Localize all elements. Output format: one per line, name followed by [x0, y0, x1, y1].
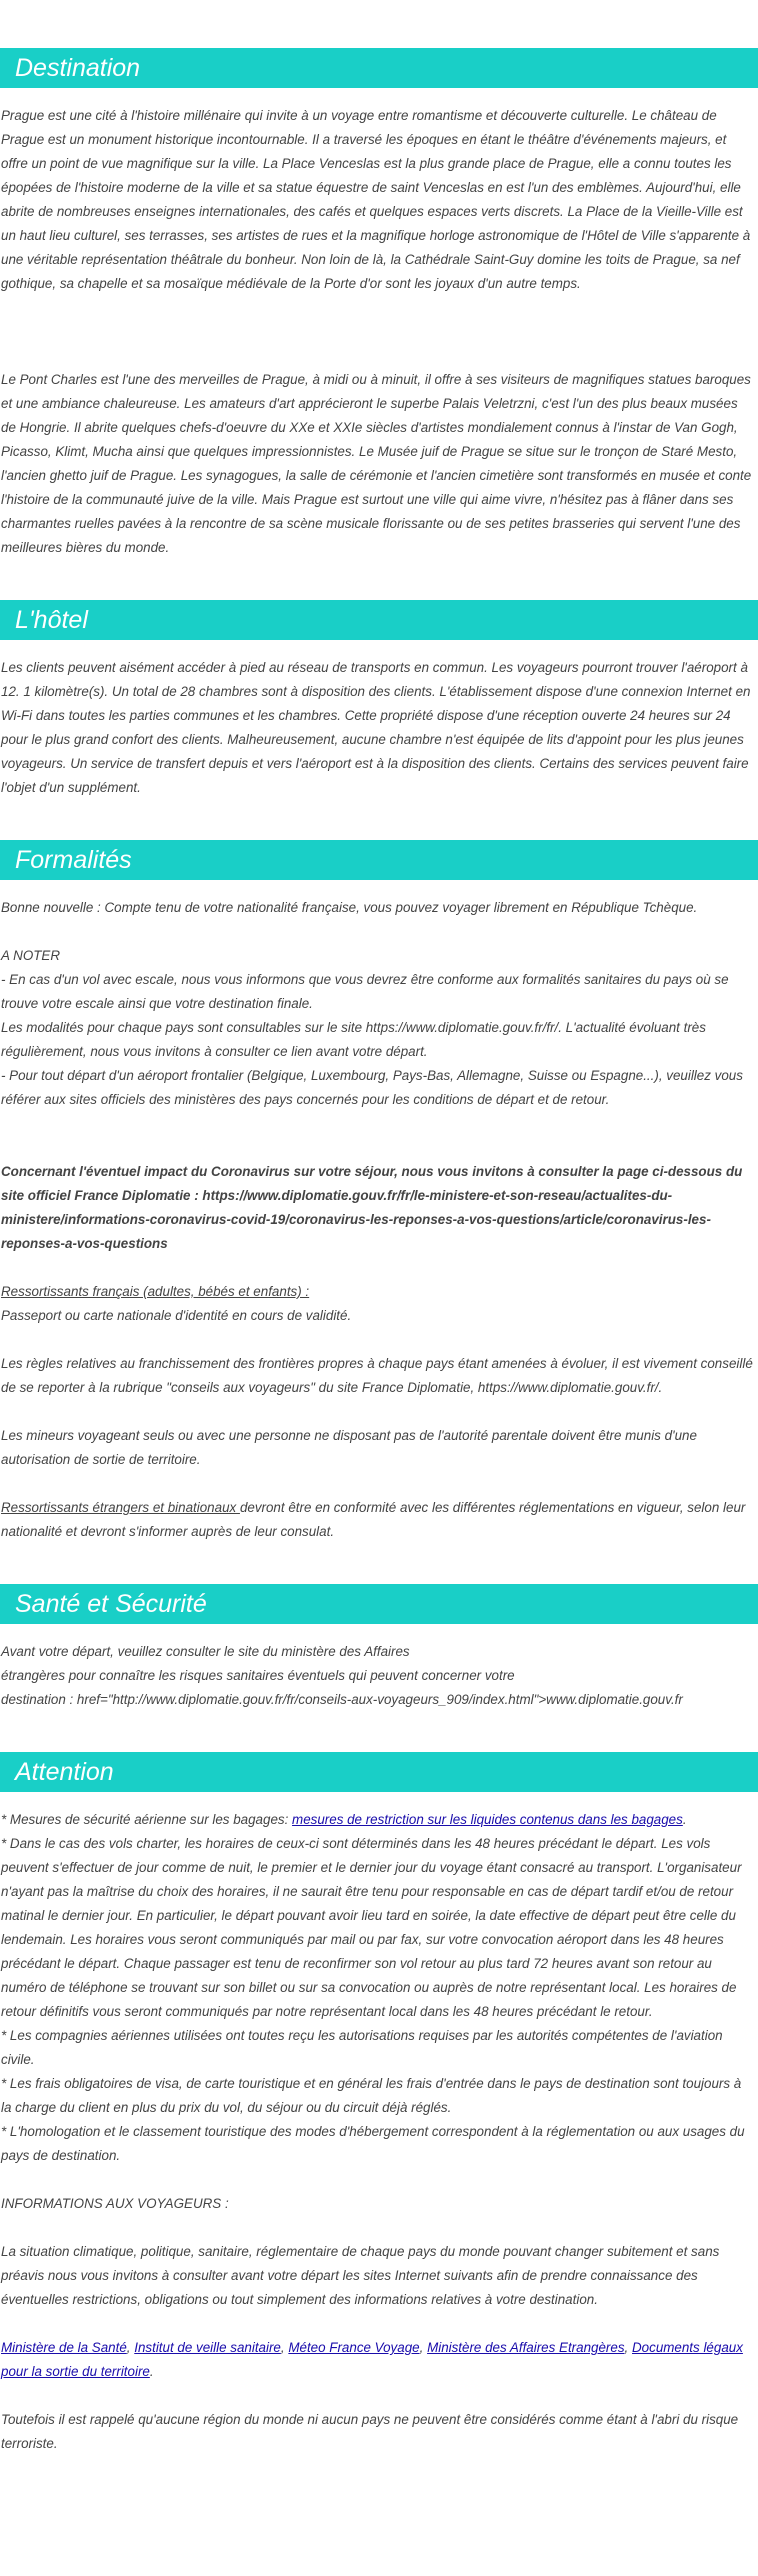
- passeport-text: Passeport ou carte nationale d'identité en cours de validité.: [1, 1308, 352, 1323]
- covid-notice: Concernant l'éventuel impact du Coronavirus sur votre séjour, nous vous invitons à consulter la page ci-dessous du site officiel France Diplomatie : https://www.diplomatie.gouv.fr/fr/le-ministere-et-son-reseau/actualites-du-ministere/informations-coronavirus-covid-19/coronavirus-les-reponses-a-vos-questions/article/coronavirus-les-reponses-a-vos-questions: [1, 1164, 743, 1251]
- bonne-nouvelle: Bonne nouvelle : Compte tenu de votre nationalité française, vous pouvez voyager librement en République Tchèque.: [1, 900, 698, 915]
- hotel-section: [0, 600, 758, 800]
- situation-text: La situation climatique, politique, sanitaire, réglementaire de chaque pays du monde pouvant changer subitement et sans préavis nous vous invitons à consulter avant votre départ les sites Internet suivants afin de prendre connaissance des éventuelles restrictions, obligations ou tout simplement des informations relatives à votre destination.: [1, 2244, 720, 2307]
- destination-title: Destination: [0, 48, 758, 88]
- formalites-section: [0, 840, 758, 1544]
- link-separator: ,: [280, 2340, 289, 2355]
- a-noter-heading: A NOTER: [1, 948, 61, 963]
- link-institut-veille-sanitaire[interactable]: Institut de veille sanitaire: [134, 2340, 281, 2355]
- homologation-text: * L'homologation et le classement touristique des modes d'hébergement correspondent à la réglementation ou aux usages du pays de destination.: [1, 2124, 745, 2163]
- destination-paragraph-2: Le Pont Charles est l'une des merveilles de Prague, à midi ou à minuit, il offre à ses visiteurs de magnifiques statues baroques et une ambiance chaleureuse. Les amateurs d'art apprécieront le superbe Palais Veletrzni, c'est l'un des plus beaux musées de Hongrie. Il abrite quelques chefs-d'oeuvre du XXe et XXIe siècles d'artistes mondialement connus à l'instar de Van Gogh, Picasso, Klimt, Mucha ainsi que quelques impressionnistes. Le Musée juif de Prague se situe sur le tronçon de Staré Mesto, l'ancien ghetto juif de Prague. Les synagogues, la salle de cérémonie et l'ancien cimetière sont transformés en musée et conte l'histoire de la communauté juive de la ville. Mais Prague est surtout une ville qui aime vivre, n'hésitez pas à flâner dans ses charmantes ruelles pavées à la rencontre de sa scène musicale florissante ou de ses petites brasseries qui servent l'une des meilleures bières du monde.: [1, 372, 752, 555]
- sante-title: Santé et Sécurité: [0, 1584, 758, 1624]
- sante-section: [0, 1584, 758, 1712]
- ressortissants-francais-heading: Ressortissants français (adultes, bébés et enfants) :: [1, 1284, 310, 1299]
- link-separator: ,: [624, 2340, 632, 2355]
- terrorisme-text: Toutefois il est rappelé qu'aucune région du monde ni aucun pays ne peuvent être considérés comme étant à l'abri du risque terroriste.: [1, 2412, 739, 2451]
- securite-bagages: [1, 1808, 753, 1832]
- attention-title: Attention: [0, 1752, 758, 1792]
- note-escale: - En cas d'un vol avec escale, nous vous informons que vous devrez être conforme aux formalités sanitaires du pays où se trouve votre escale ainsi que votre destination finale.: [1, 972, 729, 1011]
- note-modalites: Les modalités pour chaque pays sont consultables sur le site https://www.diplomatie.gouv.fr/fr/. L'actualité évoluant très régulièrement, nous vous invitons à consulter ce lien avant votre départ.: [1, 1020, 706, 1059]
- regles-text: Les règles relatives au franchissement des frontières propres à chaque pays étant amenées à évoluer, il est vivement conseillé de se reporter à la rubrique "conseils aux voyageurs" du site France Diplomatie, https://www.diplomatie.gouv.fr/.: [1, 1356, 753, 1395]
- ressortissants-etrangers-heading: Ressortissants étrangers et binationaux: [1, 1500, 240, 1515]
- attention-text: [0, 1808, 753, 2456]
- destination-section: [0, 48, 758, 560]
- ressortissants-etrangers-rest: devront être en conformité avec les différentes réglementations en vigueur, selon leur nationalité et devront s'informer auprès de leur consulat.: [1, 1500, 746, 1539]
- attention-section: [0, 1752, 758, 2456]
- hotel-text: [0, 656, 753, 800]
- hotel-title: L'hôtel: [0, 600, 758, 640]
- sante-text: [0, 1640, 753, 1712]
- links-end: .: [149, 2364, 154, 2379]
- securite-prefix: * Mesures de sécurité aérienne sur les bagages:: [1, 1812, 293, 1827]
- link-ministere-sante[interactable]: Ministère de la Santé: [1, 2340, 127, 2355]
- charter-text: * Dans le cas des vols charter, les horaires de ceux-ci sont déterminés dans les 48 heures précédant le départ. Les vols peuvent s'effectuer de jour comme de nuit, le premier et le dernier jour du voyage étant consacré au transport. L'organisateur n'ayant pas la maîtrise du choix des horaires, il ne saurait être tenu pour responsable en cas de départ tardif et/ou de retour matinal le dernier jour. En particulier, le départ pouvant avoir lieu tard en soirée, la date effective de départ peut être celle du lendemain. Les horaires vous seront communiqués par mail ou par fax, sur votre convocation aéroport dans les 48 heures précédant le départ. Chaque passager est tenu de reconfirmer son vol retour au plus tard 72 heures avant son retour au numéro de téléphone se trouvant sur son billet ou sur sa convocation ou auprès de notre représentant local. Les horaires de retour définitifs vous seront communiqués par notre représentant local dans les 48 heures précédant le retour.: [1, 1836, 742, 2019]
- sante-line-2: étrangères pour connaître les risques sanitaires éventuels qui peuvent concerner votre: [1, 1668, 515, 1683]
- hotel-paragraph: Les clients peuvent aisément accéder à pied au réseau de transports en commun. Les voyageurs pourront trouver l'aéroport à 12. 1 kilomètre(s). Un total de 28 chambres sont à disposition des clients. L'établissement dispose d'une connexion Internet en Wi-Fi dans toutes les parties communes et les chambres. Cette propriété dispose d'une réception ouverte 24 heures sur 24 pour le plus grand confort des clients. Malheureusement, aucune chambre n'est équipée de lits d'appoint pour les plus jeunes voyageurs. Un service de transfert depuis et vers l'aéroport est à la disposition des clients. Certains des services peuvent faire l'objet d'un supplément.: [1, 660, 751, 795]
- liquides-restriction-link[interactable]: mesures de restriction sur les liquides contenus dans les bagages: [292, 1812, 683, 1827]
- infos-voyageurs-heading: INFORMATIONS AUX VOYAGEURS :: [1, 2196, 229, 2211]
- sante-line-3: destination : href="http://www.diplomatie.gouv.fr/fr/conseils-aux-voyageurs_909/index.html">www.diplomatie.gouv.fr: [1, 1692, 683, 1707]
- ressortissants-etrangers-text: [1, 1496, 753, 1544]
- link-separator: ,: [126, 2340, 135, 2355]
- formalites-text: [0, 896, 753, 1544]
- formalites-title: Formalités: [0, 840, 758, 880]
- link-documents-legaux[interactable]: Documents légaux pour la sortie du territoire: [1, 2340, 743, 2379]
- destination-paragraph-1: Prague est une cité à l'histoire millénaire qui invite à un voyage entre romantisme et découverte culturelle. Le château de Prague est un monument historique incontournable. Il a traversé les époques en étant le théâtre d'événements majeurs, et offre un point de vue magnifique sur la ville. La Place Venceslas est la plus grande place de Prague, elle a connu toutes les épopées de l'histoire moderne de la ville et sa statue équestre de saint Venceslas en est l'un des emblèmes. Aujourd'hui, elle abrite de nombreuses enseignes internationales, des cafés et quelques espaces verts discrets. La Place de la Vieille-Ville est un haut lieu culturel, ses terrasses, ses artistes de rues et la magnifique horloge astronomique de l'Hôtel de Ville s'apparente à une véritable représentation théâtrale du bonheur. Non loin de là, la Cathédrale Saint-Guy domine les toits de Prague, sa nef gothique, sa chapelle et sa mosaïque médiévale de la Porte d'or sont les joyaux d'un autre temps.: [1, 108, 751, 291]
- note-frontalier: - Pour tout départ d'un aéroport frontalier (Belgique, Luxembourg, Pays-Bas, Allemagne, Suisse ou Espagne...), veuillez vous référer aux sites officiels des ministères des pays concernés pour les conditions de départ et de retour.: [1, 1068, 743, 1107]
- destination-text: [0, 104, 753, 560]
- mineurs-text: Les mineurs voyageant seuls ou avec une personne ne disposant pas de l'autorité parentale doivent être munis d'une autorisation de sortie de territoire.: [1, 1428, 697, 1467]
- frais-text: * Les frais obligatoires de visa, de carte touristique et en général les frais d'entrée dans le pays de destination sont toujours à la charge du client en plus du prix du vol, du séjour ou du circuit déjà réglés.: [1, 2076, 742, 2115]
- compagnies-text: * Les compagnies aériennes utilisées ont toutes reçu les autorisations requises par les autorités compétentes de l'aviation civile.: [1, 2028, 723, 2067]
- securite-suffix: .: [682, 1812, 687, 1827]
- useful-links: [1, 2336, 753, 2384]
- link-separator: ,: [419, 2340, 428, 2355]
- link-meteo-france-voyage[interactable]: Méteo France Voyage: [288, 2340, 420, 2355]
- sante-line-1: Avant votre départ, veuillez consulter le site du ministère des Affaires: [1, 1644, 410, 1659]
- link-ministere-affaires-etrangeres[interactable]: Ministère des Affaires Etrangères: [427, 2340, 625, 2355]
